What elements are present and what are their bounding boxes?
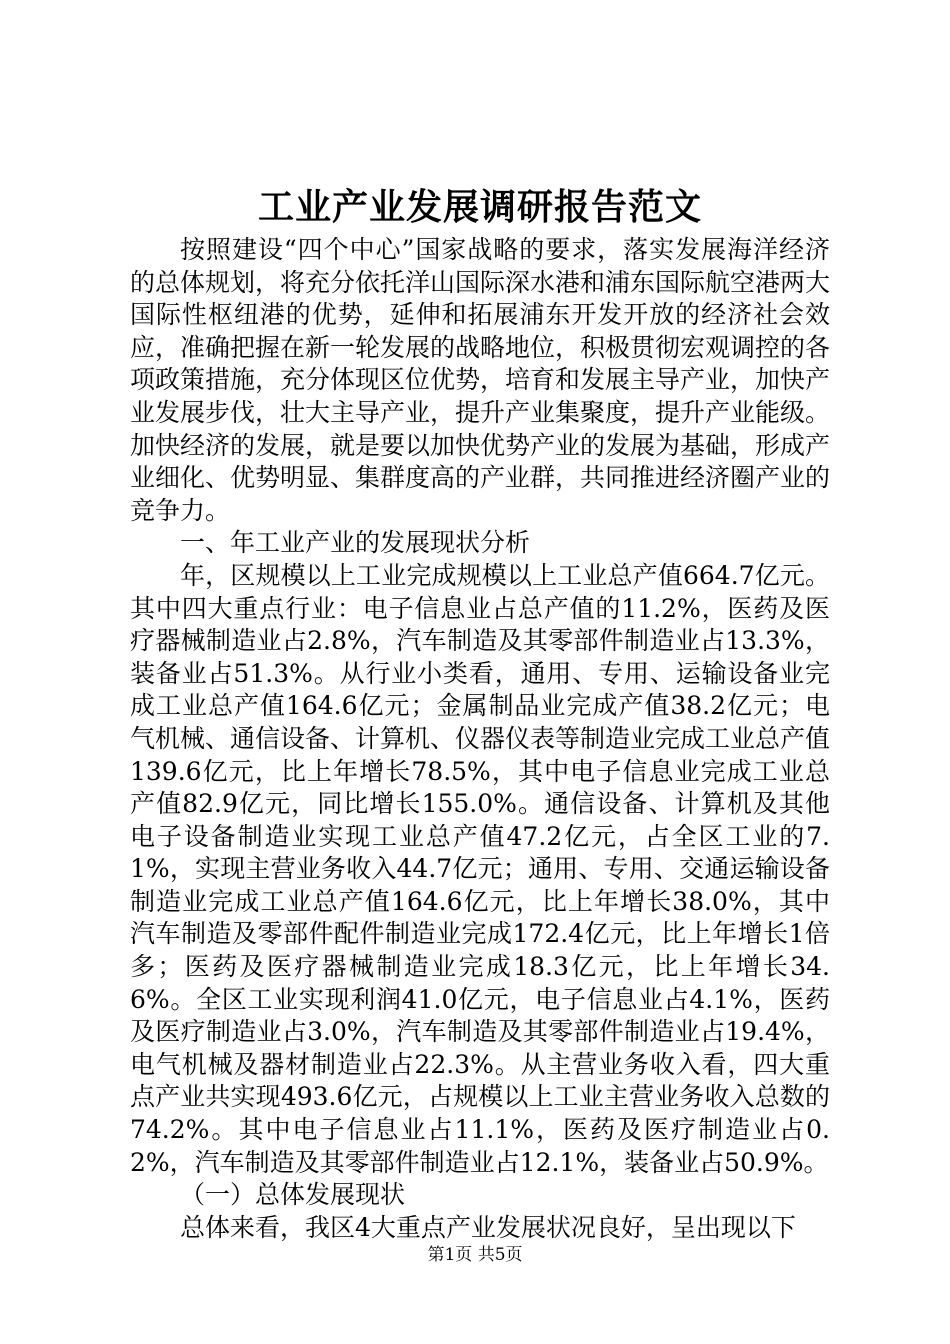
- section-heading-2: （一）总体发展现状: [180, 1180, 406, 1210]
- document-title: 工业产业发展调研报告范文: [257, 186, 702, 228]
- paragraph-status-analysis: 年，区规模以上工业完成规模以上工业总产值664.7亿元。其中四大重点行业：电子信息业占总产值的11.2%，医药及医疗器械制造业占2.8%，汽车制造及其零部件制造业占13.3%，装备业占51.3%。从行业小类看，通用、专用、运输设备业完成工业总产值164.6亿元；金属制品业完成产值38.2亿元；电气机械、通信设备、计算机、仪器仪表等制造业完成工业总产值139.6亿元，比上年增长78.5%，其中电子信息业完成工业总产值82.9亿元，同比增长155.0%。通信设备、计算机及其他电子设备制造业实现工业总产值47.2亿元，占全区工业的7.1%，实现主营业务收入44.7亿元；通用、专用、交通运输设备制造业完成工业总产值164.6亿元，比上年增长38.0%，其中汽车制造及零部件配件制造业完成172.4亿元，比上年增长1倍多；医药及医疗器械制造业完成18.3亿元，比上年增长34.6%。全区工业实现利润41.0亿元，电子信息业占4.1%，医药及医疗制造业占3.0%，汽车制造及其零部件制造业占19.4%，电气机械及器材制造业占22.3%。从主营业务收入看，四大重点产业共实现493.6亿元，占规模以上工业主营业务收入总数的74.2%。其中电子信息业占11.1%，医药及医疗制造业占0.2%，汽车制造及其零部件制造业占12.1%，装备业占50.9%。: [130, 560, 831, 1177]
- paragraph-overall: 总体来看，我区4大重点产业发展状况良好，呈出现以下: [180, 1212, 796, 1242]
- section-heading-1: 一、年工业产业的发展现状分析: [180, 528, 531, 558]
- document-page: [130, 180, 830, 1244]
- page-number-footer: 第1页 共5页: [427, 1245, 523, 1265]
- paragraph-intro: 按照建设“四个中心”国家战略的要求，落实发展海洋经济的总体规划，将充分依托洋山国际深水港和浦东国际航空港两大国际性枢纽港的优势，延伸和拓展浦东开发开放的经济社会效应，准确把握在新一轮发展的战略地位，积极贯彻宏观调控的各项政策措施，充分体现区位优势，培育和发展主导产业，加快产业发展步伐，壮大主导产业，提升产业集聚度，提升产业能级。加快经济的发展，就是要以加快优势产业的发展为基础，形成产业细化、优势明显、集群度高的产业群，共同推进经济圈产业的竞争力。: [130, 235, 831, 525]
